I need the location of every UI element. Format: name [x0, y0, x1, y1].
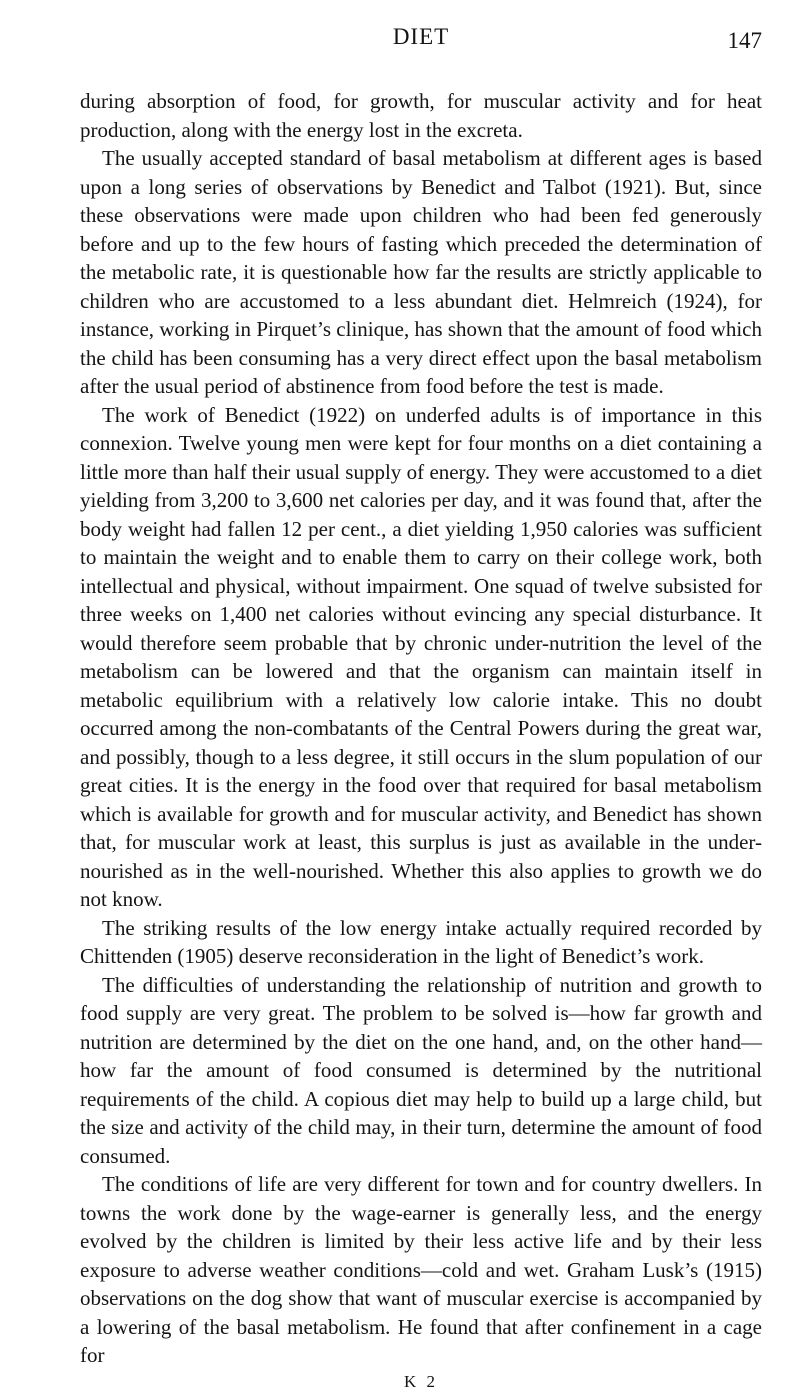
signature-mark: K 2 — [403, 1371, 439, 1391]
paragraph-6: The conditions of life are very different for town and for country dwellers. In towns the work done by the wage-earner is generally less, and the energy evolved by the children is limited by their less active life and by their less exposure to adverse weather conditions—cold and wet. Graham Lusk’s (1915) observations on the dog show that want of muscular exercise is accompanied by a lowering of the basal metabolism. He found that after confinement in a cage for — [80, 1172, 762, 1367]
running-head: DIET — [392, 24, 450, 49]
book-page — [80, 0, 762, 1399]
paragraph-1: during absorption of food, for growth, for muscular activity and for heat production, along with the energy lost in the excreta. — [80, 89, 762, 142]
paragraph-5: The difficulties of understanding the relationship of nutrition and growth to food supply are very great. The problem to be solved is—how far growth and nutrition are determined by the diet on the one hand, and, on the other hand—how far the amount of food consumed is determined by the nutritional requirements of the child. A copious diet may help to build up a large child, but the size and activity of the child may, in their turn, determine the amount of food consumed. — [80, 972, 762, 1168]
paragraph-4: The striking results of the low energy intake actually required recorded by Chittenden (1905) deserve reconsideration in the light of Benedict’s work. — [80, 915, 762, 968]
body-text — [80, 87, 762, 1370]
page-number: 147 — [727, 28, 762, 53]
paragraph-3: The work of Benedict (1922) on underfed adults is of importance in this connexion. Twelve young men were kept for four months on a diet containing a little more than half their usual supply of energy. They were accustomed to a diet yielding from 3,200 to 3,600 net calories per day, and it was found that, after the body weight had fallen 12 per cent., a diet yielding 1,950 calories was sufficient to maintain the weight and to enable them to carry on their college work, both intellectual and physical, without impairment. One squad of twelve subsisted for three weeks on 1,400 net calories without evincing any special disturbance. It would therefore seem probable that by chronic under-nutrition the level of the metabolism can be lowered and that the organism can maintain itself in metabolic equilibrium with a relatively low calorie intake. This no doubt occurred among the non-combatants of the Central Powers during the great war, and possibly, though to a less degree, it still occurs in the slum population of our great cities. It is the energy in the food over that required for basal metabolism which is available for growth and for muscular activity, and Benedict has shown that, for muscular work at least, this surplus is just as available in the under-nourished as in the well-nourished. Whether this also applies to growth we do not know. — [80, 402, 762, 911]
page-header — [80, 0, 762, 60]
paragraph-2: The usually accepted standard of basal metabolism at different ages is based upon a long series of observations by Benedict and Talbot (1921). But, since these observations were made upon children who had been fed generously before and up to the few hours of fasting which preceded the determination of the metabolic rate, it is questionable how far the results are strictly applicable to children who are accustomed to a less abundant diet. Helmreich (1924), for instance, working in Pirquet’s clinique, has shown that the amount of food which the child has been consuming has a very direct effect upon the basal metabolism after the usual period of abstinence from food before the test is made. — [80, 146, 762, 398]
